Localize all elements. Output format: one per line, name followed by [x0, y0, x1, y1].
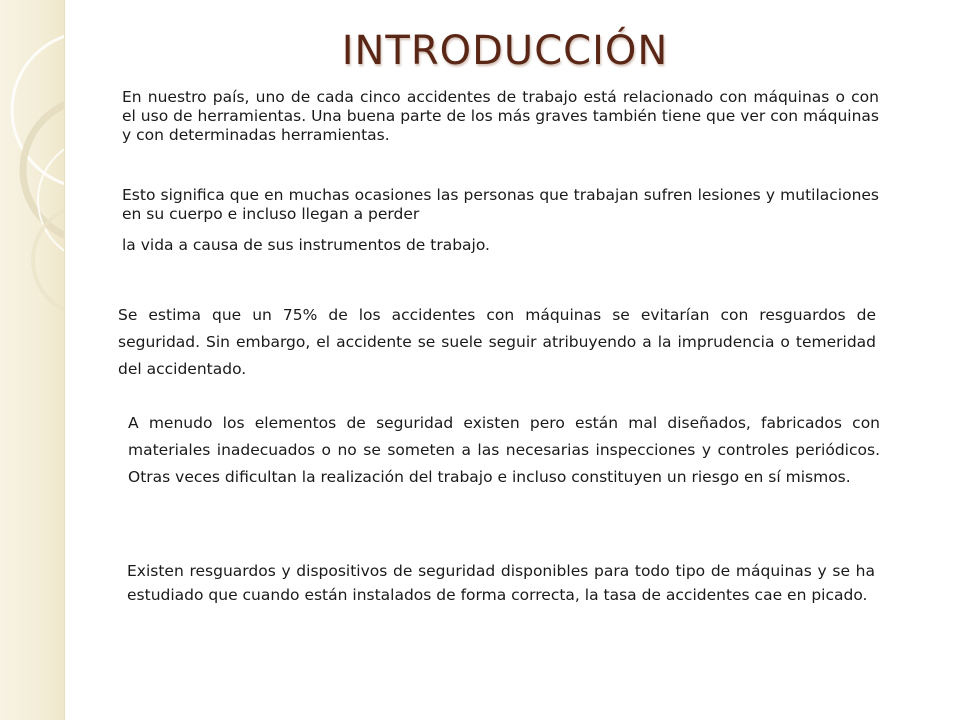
decorative-side-band — [0, 0, 65, 720]
paragraph-poor-design: A menudo los elementos de seguridad existen pero están mal diseñados, fabricados con materiales inadecuados o no se someten a las necesarias inspecciones y controles periódicos. Otras veces dificultan la realización del trabajo e incluso constituyen un riesgo en sí mismos. — [128, 414, 880, 486]
paragraph-machine-accidents: En nuestro país, uno de cada cinco accidentes de trabajo está relacionado con máquinas o con el uso de herramientas. Una buena parte de los más graves también tiene que ver con máquinas y con determinadas herramientas. — [122, 88, 879, 144]
paragraph-injuries: Esto significa que en muchas ocasiones las personas que trabajan sufren lesiones y mutilaciones en su cuerpo e incluso llegan a perder — [122, 186, 879, 223]
decorative-arcs-icon — [0, 0, 64, 720]
paragraph-safeguards-estimate: Se estima que un 75% de los accidentes con máquinas se evitarían con resguardos de seguridad. Sin embargo, el accidente se suele seguir atribuyendo a la imprudencia o temeridad del accidentado. — [118, 306, 876, 378]
paragraph-loss-of-life: la vida a causa de sus instrumentos de trabajo. — [122, 236, 490, 254]
paragraph-available-devices: Existen resguardos y dispositivos de seguridad disponibles para todo tipo de máquinas y se ha estudiado que cuando están instalados de forma correcta, la tasa de accidentes cae en picado. — [127, 562, 875, 604]
slide-title: INTRODUCCIÓN — [341, 28, 669, 74]
